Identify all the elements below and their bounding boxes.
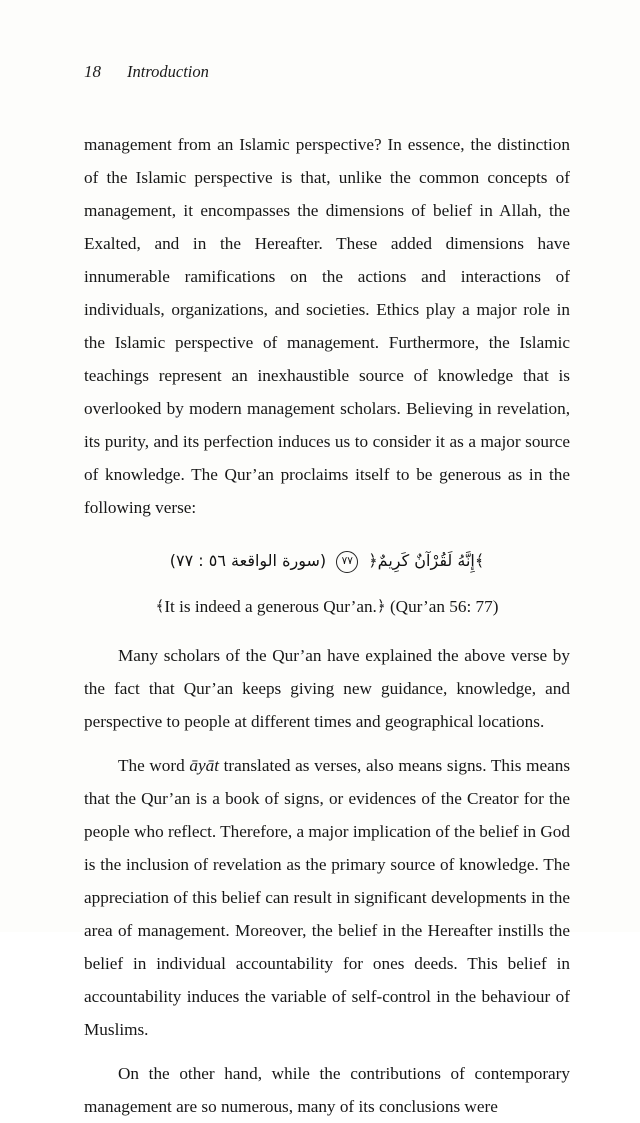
paragraph-3-pre: The word	[118, 755, 190, 775]
paragraph-4: On the other hand, while the contributions of contemporary management are so numerous, many of its conclusions were	[84, 1063, 570, 1116]
page-body	[84, 128, 570, 1123]
verse-translation	[84, 592, 570, 623]
verse-ornament-icon: ٧٧	[336, 551, 358, 573]
arabic-verse-reference: (سورة الواقعة ٥٦ : ٧٧)	[169, 551, 327, 571]
arabic-verse-line	[84, 544, 570, 578]
arabic-verse-bracket-close: ﴿	[368, 551, 378, 571]
translation-text: It is indeed a generous Qur’an.	[164, 596, 377, 616]
translation-reference: (Qur’an 56: 77)	[389, 596, 499, 616]
arabic-verse-text: إِنَّهُ لَقُرْآنٌ كَرِيمٌ	[377, 551, 475, 571]
paragraph-3	[84, 749, 570, 1046]
page-header	[84, 62, 570, 82]
paragraph-3-italic-term: āyāt	[189, 755, 219, 775]
running-head-title: Introduction	[127, 62, 209, 81]
arabic-verse-bracket-open: ﴾	[474, 551, 485, 571]
page-number: 18	[84, 62, 101, 81]
translation-bracket-open: ﴾	[155, 598, 165, 615]
paragraph-3-post: translated as verses, also means signs. This means that the Qur’an is a book of signs, or evidences of the Creator for the people who reflect. Therefore, a major implication of the belief in God is the inclusion of revelation as the primary source of knowledge. The appreciation of this belief can result in significant developments in the area of management. Moreover, the belief in the Hereafter instills the belief in individual accountability for ones deeds. This belief in accountability induces the variable of self-control in the behaviour of Muslims.	[84, 755, 571, 1039]
translation-bracket-close: ﴿	[376, 598, 386, 615]
paragraph-1: management from an Islamic perspective? In essence, the distinction of the Islamic perspective is that, unlike the common concepts of management, it encompasses the dimensions of belief in Allah, the Exalted, and in the Hereafter. These added dimensions have innumerable ramifications on the actions and interactions of individuals, organizations, and societies. Ethics play a major role in the Islamic perspective of management. Furthermore, the Islamic teachings represent an inexhaustible source of knowledge that is overlooked by modern management scholars. Believing in revelation, its purity, and its perfection induces us to consider it as a major source of knowledge. The Qur’an proclaims itself to be generous as in the following verse:	[84, 135, 570, 518]
paragraph-2: Many scholars of the Qur’an have explained the above verse by the fact that Qur’an keeps giving new guidance, knowledge, and perspective to people at different times and geographical locations.	[84, 645, 570, 731]
